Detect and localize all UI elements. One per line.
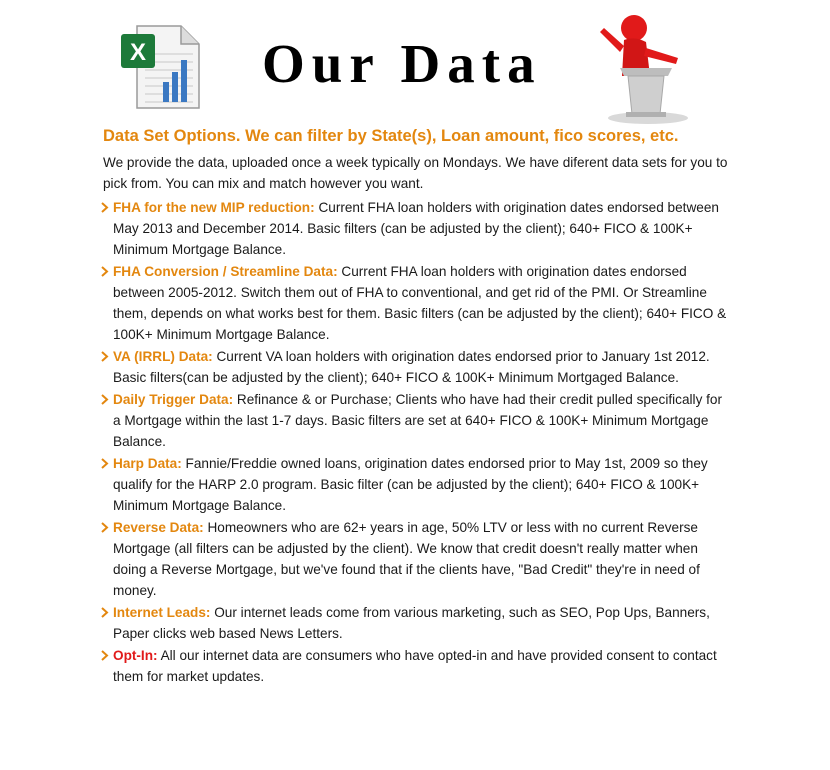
item-text: All our internet data are consumers who have opted-in and have provided consent to contact them for market updates. — [113, 648, 717, 684]
item-label: Internet Leads: — [113, 605, 211, 620]
item-label: Daily Trigger Data: — [113, 392, 234, 407]
chevron-right-icon — [101, 266, 109, 277]
data-options-section — [103, 126, 733, 688]
list-item-reverse — [103, 517, 733, 601]
item-text: Homeowners who are 62+ years in age, 50% LTV or less with no current Reverse Mortgage (all filters can be adjusted by the client). We know that credit doesn't really matter when doing a Reverse Mortgage, but we've found that if the clients have, "Bad Credit" they're in need of money. — [113, 520, 700, 598]
page-header — [0, 0, 830, 125]
list-item-opt-in — [103, 645, 733, 687]
item-label: Harp Data: — [113, 456, 182, 471]
list-item-daily-trigger — [103, 389, 733, 452]
intro-paragraph: We provide the data, uploaded once a week typically on Mondays. We have diferent data sets for you to pick from. You can mix and match however you want. — [103, 155, 728, 191]
list-item-internet-leads — [103, 602, 733, 644]
svg-text:X: X — [129, 39, 147, 66]
item-text: Current FHA loan holders with origination dates endorsed between May 2013 and December 2014. Basic filters (can be adjusted by the client); 640+ FICO & 100K+ Minimum Mortgage Balance. — [113, 200, 719, 257]
chevron-right-icon — [101, 458, 109, 469]
excel-spreadsheet-icon — [115, 20, 205, 112]
list-item-va-irrl — [103, 346, 733, 388]
item-text: Current FHA loan holders with origination dates endorsed between 2005-2012. Switch them out of FHA to conventional, and get rid of the PMI. Or Streamline them, depends on what works best for them. Basic filters (can be adjusted by the client); 640+ FICO & 100K+ Minimum Mortgage Balance. — [113, 264, 727, 342]
item-label: Opt-In: — [113, 648, 158, 663]
list-item-fha-conversion — [103, 261, 733, 345]
chevron-right-icon — [101, 650, 109, 661]
item-text: Fannie/Freddie owned loans, origination dates endorsed prior to May 1st, 2009 so they qualify for the HARP 2.0 program. Basic filter (can be adjusted by the client); 640+ FICO & 100K+ Minimum Mortgage Balance. — [113, 456, 708, 513]
chevron-right-icon — [101, 394, 109, 405]
chevron-right-icon — [101, 522, 109, 533]
data-set-list — [103, 197, 733, 687]
red-figure-podium-icon — [590, 6, 700, 126]
item-label: Reverse Data: — [113, 520, 204, 535]
chevron-right-icon — [101, 202, 109, 213]
item-label: VA (IRRL) Data: — [113, 349, 213, 364]
page-title: Our Data — [262, 33, 542, 94]
item-label: FHA Conversion / Streamline Data: — [113, 264, 338, 279]
item-text: Current VA loan holders with origination dates endorsed prior to January 1st 2012. Basic filters(can be adjusted by the client); 640+ FICO & 100K+ Minimum Mortgaged Balance. — [113, 349, 710, 385]
item-label: FHA for the new MIP reduction: — [113, 200, 315, 215]
chevron-right-icon — [101, 351, 109, 362]
section-heading: Data Set Options. We can filter by State(s), Loan amount, fico scores, etc. — [103, 127, 679, 145]
item-text: Refinance & or Purchase; Clients who have had their credit pulled specifically for a Mortgage within the last 1-7 days. Basic filters are set at 640+ FICO & 100K+ Minimum Mortgage Balance. — [113, 392, 722, 449]
list-item-fha-mip — [103, 197, 733, 260]
chevron-right-icon — [101, 607, 109, 618]
item-text: Our internet leads come from various marketing, such as SEO, Pop Ups, Banners, Paper clicks web based News Letters. — [113, 605, 710, 641]
list-item-harp — [103, 453, 733, 516]
